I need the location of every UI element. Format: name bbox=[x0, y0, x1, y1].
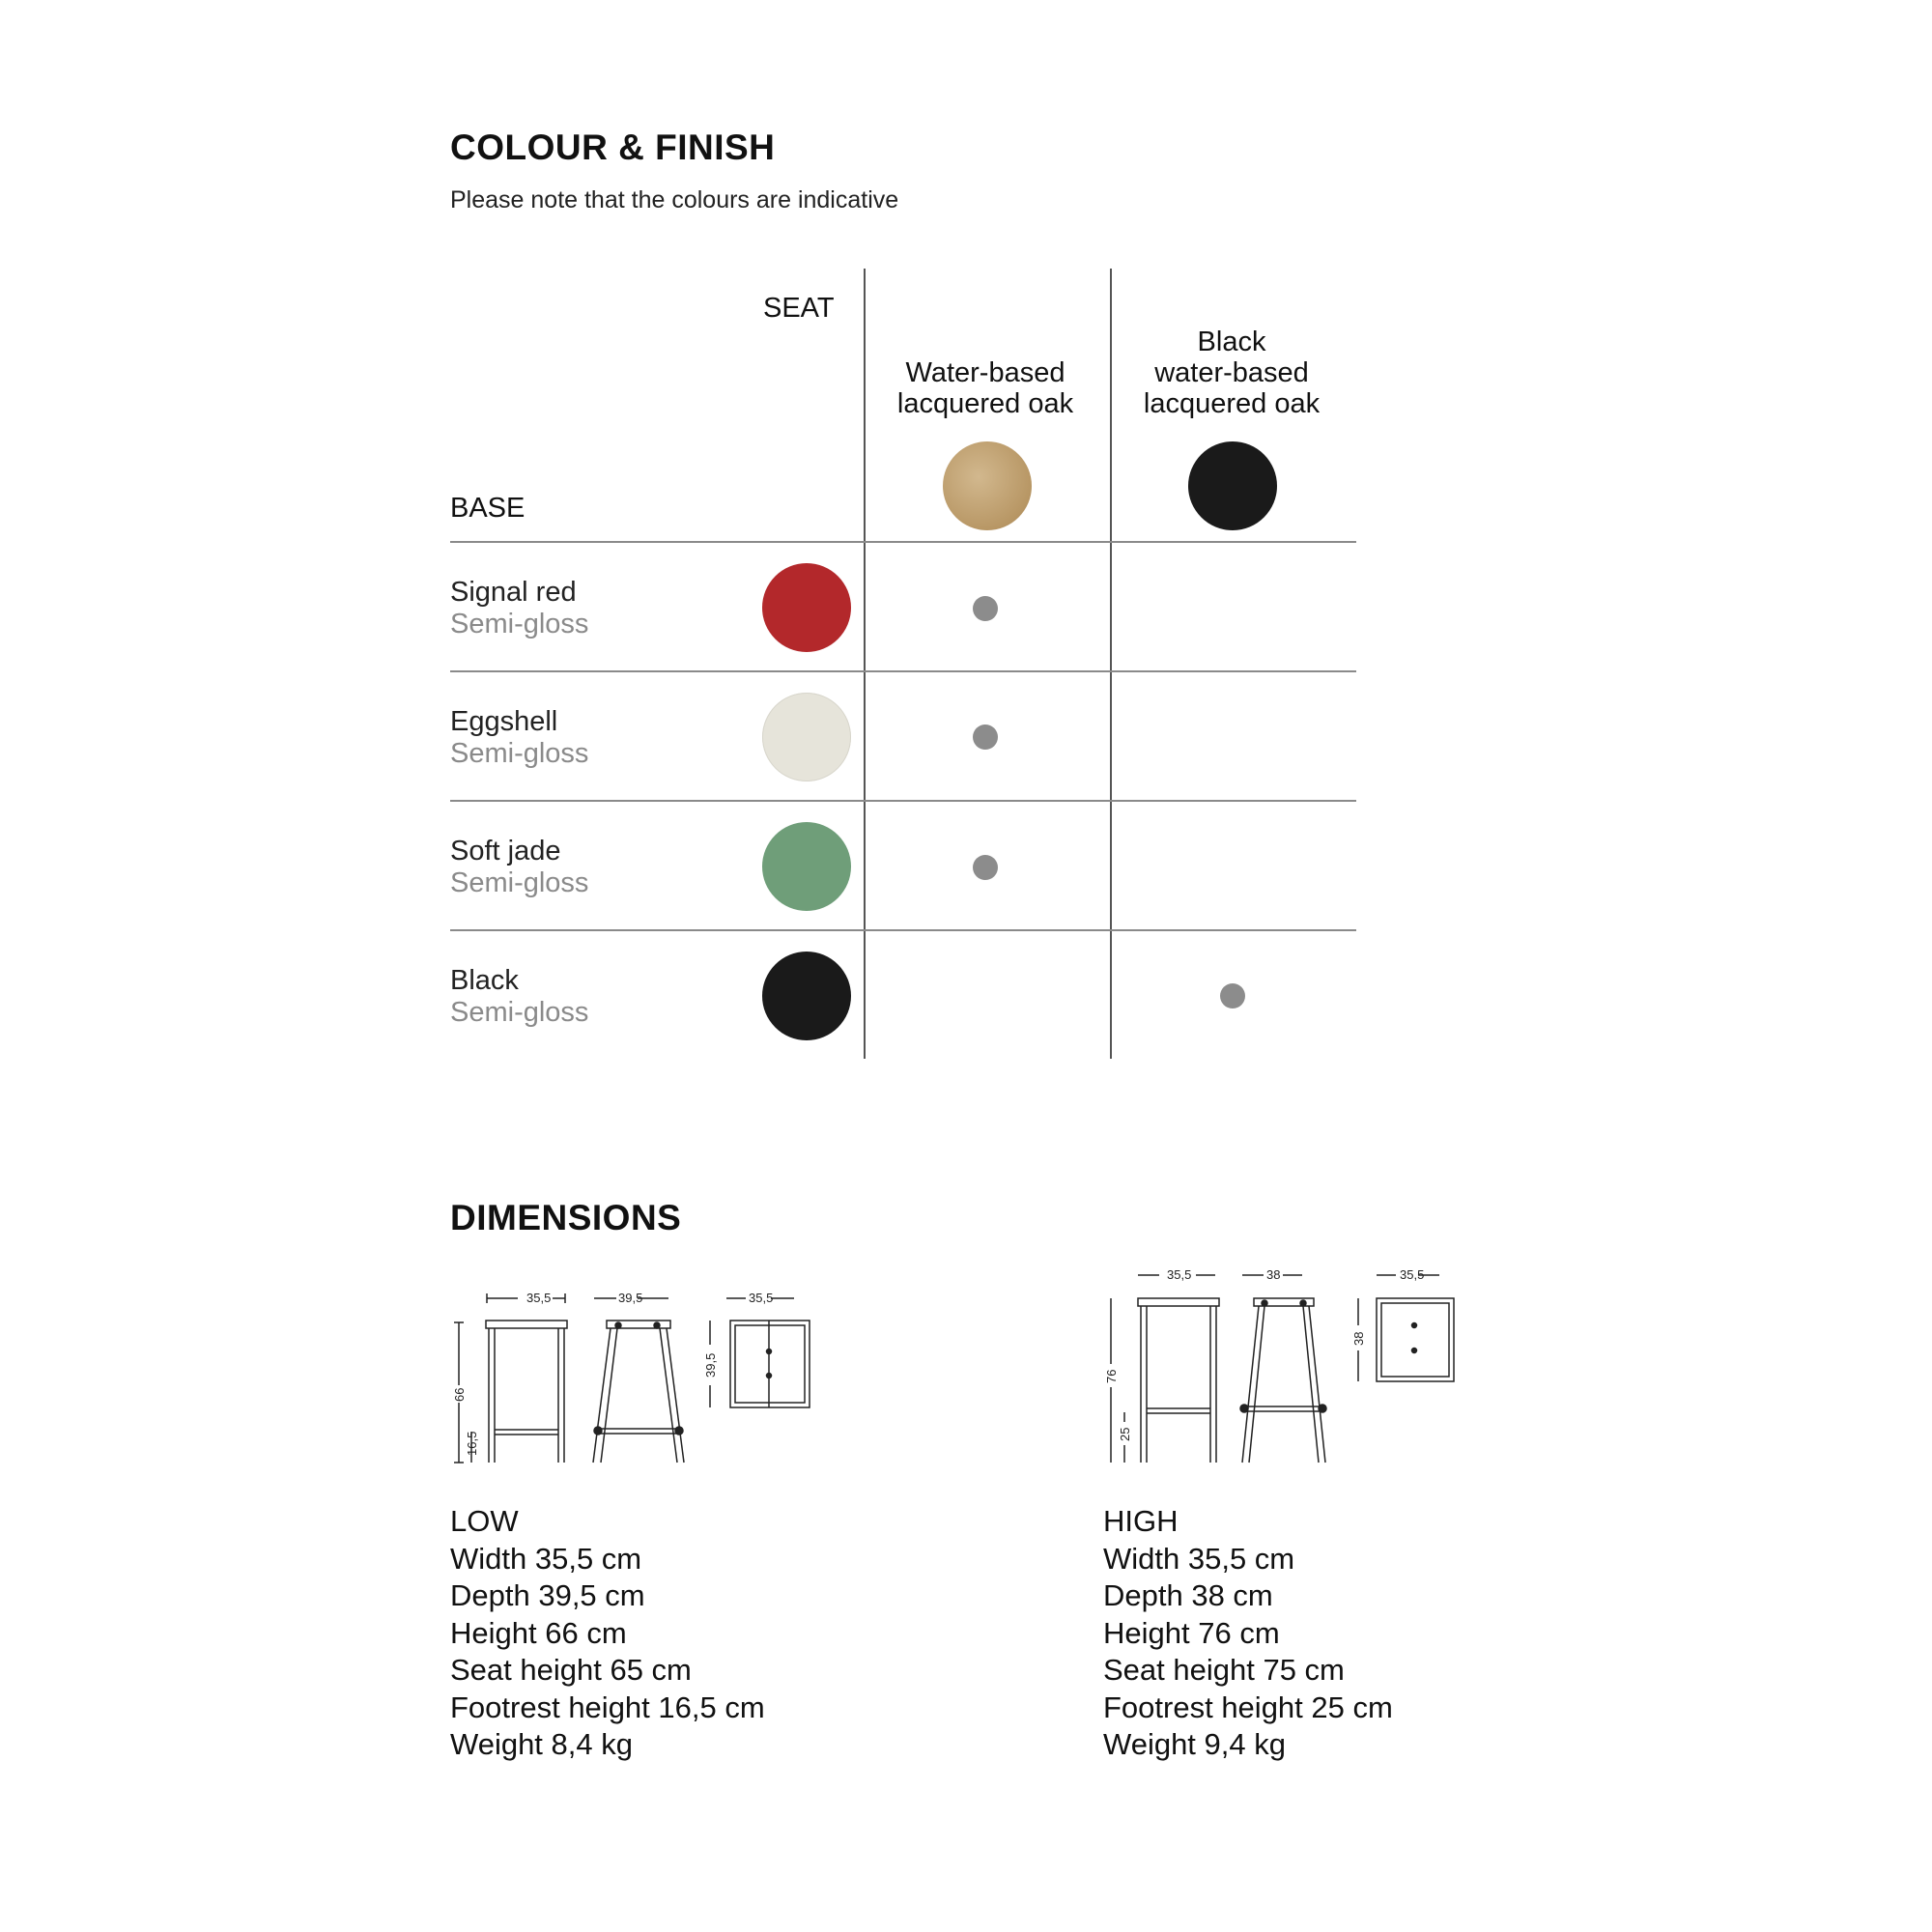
spec-line: Height 66 cm bbox=[450, 1615, 627, 1650]
dim-label: 39,5 bbox=[618, 1291, 643, 1305]
availability-dot bbox=[973, 596, 998, 621]
dim-label: 38 bbox=[1351, 1331, 1366, 1346]
colour-finish-title: COLOUR & FINISH bbox=[450, 128, 776, 167]
spec-line: Footrest height 25 cm bbox=[1103, 1690, 1393, 1724]
availability-dot bbox=[973, 855, 998, 880]
base-row bbox=[450, 706, 588, 770]
dim-label: 38 bbox=[1266, 1267, 1281, 1282]
spec-line: Weight 9,4 kg bbox=[1103, 1727, 1286, 1761]
base-finish: Semi-gloss bbox=[450, 867, 589, 898]
dim-label: 16,5 bbox=[465, 1431, 479, 1456]
spec-line: Footrest height 16,5 cm bbox=[450, 1690, 765, 1724]
base-finish: Semi-gloss bbox=[450, 609, 589, 639]
grid-line bbox=[450, 800, 1356, 802]
signal-red-swatch bbox=[762, 563, 851, 652]
spec-line: Width 35,5 cm bbox=[450, 1541, 642, 1576]
spec-line: Seat height 75 cm bbox=[1103, 1653, 1345, 1687]
grid-line bbox=[450, 670, 1356, 672]
low-specs bbox=[450, 1503, 765, 1764]
colour-note: Please note that the colours are indicative bbox=[450, 186, 899, 213]
seat-column-header bbox=[1111, 327, 1352, 419]
black-swatch bbox=[762, 952, 851, 1040]
spec-heading: HIGH bbox=[1103, 1504, 1179, 1538]
grid-line bbox=[450, 929, 1356, 931]
black-oak-swatch bbox=[1188, 441, 1277, 530]
soft-jade-swatch bbox=[762, 822, 851, 911]
dimensions-title: DIMENSIONS bbox=[450, 1198, 682, 1237]
spec-line: Depth 39,5 cm bbox=[450, 1578, 645, 1612]
grid-line bbox=[450, 541, 1356, 543]
dim-label: 35,5 bbox=[1400, 1267, 1425, 1282]
base-label: BASE bbox=[450, 493, 526, 524]
seat-name-line: Black bbox=[1197, 327, 1266, 357]
base-row bbox=[450, 965, 588, 1029]
base-name: Black bbox=[450, 965, 519, 996]
dim-label: 35,5 bbox=[526, 1291, 552, 1305]
base-name: Eggshell bbox=[450, 706, 558, 737]
base-name: Signal red bbox=[450, 577, 577, 608]
seat-name-line: lacquered oak bbox=[896, 388, 1074, 419]
spec-line: Depth 38 cm bbox=[1103, 1578, 1273, 1612]
high-stool-drawings bbox=[1099, 1256, 1486, 1473]
seat-label: SEAT bbox=[763, 293, 835, 324]
seat-name-line: water-based bbox=[1154, 357, 1309, 388]
spec-line: Height 76 cm bbox=[1103, 1615, 1280, 1650]
seat-column-header bbox=[865, 357, 1106, 419]
dim-label: 35,5 bbox=[749, 1291, 774, 1305]
spec-heading: LOW bbox=[450, 1504, 519, 1538]
base-finish: Semi-gloss bbox=[450, 997, 589, 1028]
availability-dot bbox=[973, 724, 998, 750]
dim-label: 76 bbox=[1104, 1369, 1119, 1383]
spec-line: Seat height 65 cm bbox=[450, 1653, 692, 1687]
base-finish: Semi-gloss bbox=[450, 738, 589, 769]
grid-line bbox=[1110, 269, 1112, 1059]
dim-label: 66 bbox=[452, 1387, 467, 1402]
dim-label: 25 bbox=[1118, 1427, 1132, 1441]
oak-swatch bbox=[943, 441, 1032, 530]
dim-label: 39,5 bbox=[703, 1352, 718, 1378]
dim-label: 35,5 bbox=[1167, 1267, 1192, 1282]
base-row bbox=[450, 836, 588, 899]
seat-name-line: Water-based bbox=[905, 357, 1065, 388]
base-row bbox=[450, 577, 588, 640]
grid-line bbox=[864, 269, 866, 1059]
base-name: Soft jade bbox=[450, 836, 561, 867]
eggshell-swatch bbox=[762, 693, 851, 781]
seat-name-line: lacquered oak bbox=[1143, 388, 1321, 419]
high-specs bbox=[1103, 1503, 1393, 1764]
spec-line: Width 35,5 cm bbox=[1103, 1541, 1295, 1576]
spec-line: Weight 8,4 kg bbox=[450, 1727, 633, 1761]
low-stool-drawings bbox=[444, 1277, 831, 1470]
availability-dot bbox=[1220, 983, 1245, 1009]
